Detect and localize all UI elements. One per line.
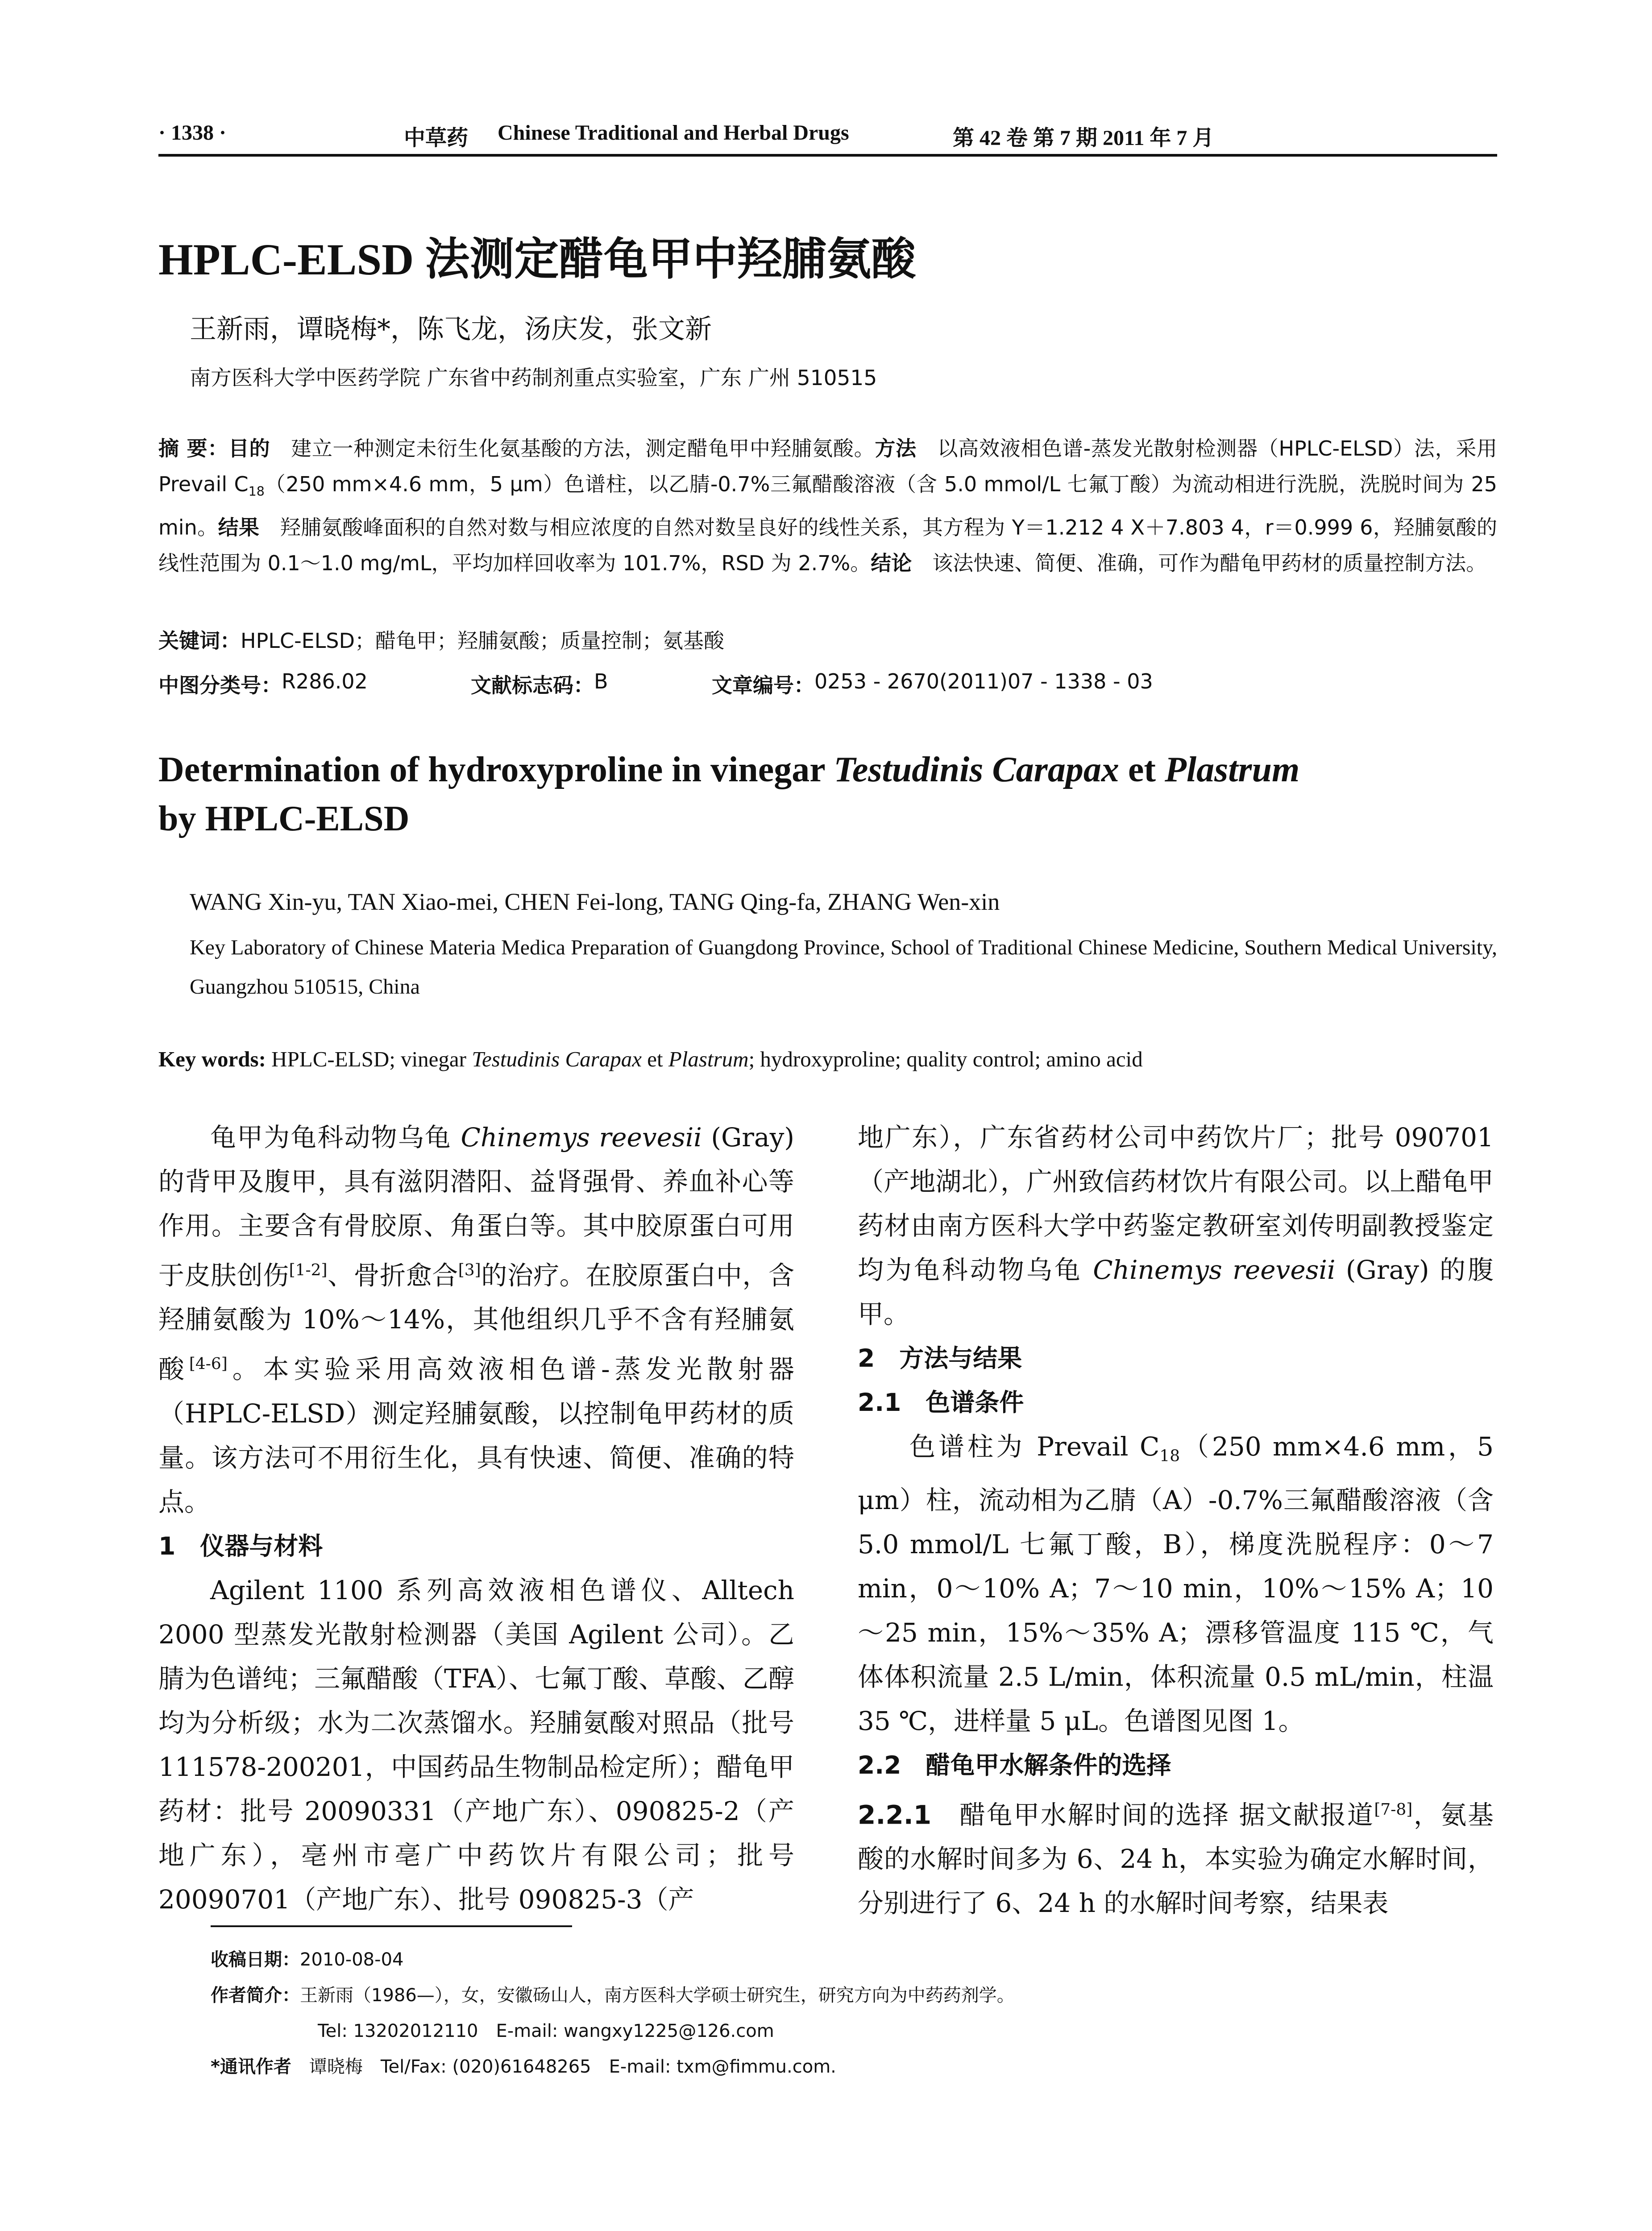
footnote-bio: 作者简介：王新雨（1986—），女，安徽砀山人，南方医科大学硕士研究生，研究方向为中药药剂学。 [211,1985,1015,2006]
keywords-cn [158,625,1497,654]
keywords-en: Key words: HPLC-ELSD; vinegar Testudinis Carapax et Plastrum; hydroxyproline; quality control; amino acid [158,1047,1143,1071]
clc-label: 中图分类号： [158,673,282,697]
section-heading-2-1: 2.1 色谱条件 [858,1388,1024,1417]
chromatography-paragraph: 色谱柱为 Prevail $C_{18}(250$ mm×4.6 mm，5 μm）柱，流动相为乙腈（A）-0.7%三氟醋酸溶液（含 5.0 mmol/L 七氟丁酸，B），梯度洗脱程序：0～7 min，0～10% A；7～10 min，10%～15% A；10～25 min，15%～35% A；漂移管温度 115 ℃，气体体积流量 2.5 L/min，体积流量 0.5 mL/min，柱温 35 ℃，进样量 5 μL。色谱图见图 1。 [858,1431,1494,1736]
article-number-value: 0253 - 2670(2011)07 - 1338 - 03 [814,669,1153,693]
page-number: · 1338 · [158,121,227,145]
issue-info: 第 42 卷 第 7 期 2011 年 7 月 [953,126,1214,150]
article-title-en: Determination of hydroxyproline in vinegar Testudinis Carapax et Plastrum by HPLC-ELSD [158,750,1300,838]
footnote-received: 收稿日期：2010-08-04 [211,1949,404,1970]
body-right-column [858,1116,1494,1925]
method-text-cont: （250 mm×4.6 mm，5 μm）色谱柱，以乙腈-0.7%三氟醋酸溶液（含 5.0 mmol/L 七氟丁酸）为流动相进行洗脱，洗脱时间为 25 min。 [158,472,1497,540]
hydrolysis-paragraph: 2.2.1 醋龟甲水解时间的选择 据文献报道[7-8]，氨基酸的水解时间多为 6、24 h，本实验为确定水解时间，分别进行了 6、24 h 的水解时间考察，结果表 [858,1799,1494,1918]
footnote-bio-contact: Tel: 13202012110 E-mail: wangxy1225@126.com [318,2021,774,2041]
result-label: 结果 [218,515,260,540]
result-text: 羟脯氨酸峰面积的自然对数与相应浓度的自然对数呈良好的线性关系，其方程为 Y＝1.212 4 X＋7.803 4，r＝0.999 6，羟脯氨酸的线性范围为 0.1～1.0 mg/mL，平均加样回收率为 101.7%，RSD 为 2.7%。 [158,515,1498,576]
classification-line [158,669,1497,696]
authors-cn: 王新雨，谭晓梅*，陈飞龙，汤庆发，张文新 [190,314,712,345]
body-left-column [158,1116,794,1922]
method-label: 方法 [875,436,917,460]
keywords-cn-label: 关键词： [158,629,241,653]
keywords-cn-text: HPLC-ELSD；醋龟甲；羟脯氨酸；质量控制；氨基酸 [241,629,724,653]
article-number-label: 文章编号： [712,673,814,697]
abstract-cn [158,431,1497,581]
abstract-label: 摘 要： [158,436,228,460]
clc-value: R286.02 [282,669,368,693]
purpose-label: 目的 [228,436,270,460]
conclusion-text: 该法快速、简便、准确，可作为醋龟甲药材的质量控制方法。 [932,551,1487,576]
section-heading-1: 1 仪器与材料 [158,1531,323,1560]
method-text: 以高效液相色谱-蒸发光散射检测器（HPLC-ELSD）法，采用 Prevail C [158,436,1498,496]
section-heading-2-2: 2.2 醋龟甲水解条件的选择 [858,1750,1171,1779]
running-header [158,120,1497,156]
affiliation-en: Key Laboratory of Chinese Materia Medica Preparation of Guangdong Province, School of Traditional Chinese Medicine, Southern Medical University, Guangzhou 510515, China [190,936,1497,999]
article-title-cn: HPLC-ELSD 法测定醋龟甲中羟脯氨酸 [158,235,916,284]
header-rule [158,154,1497,157]
doc-code-value: B [594,669,608,693]
journal-name-cn: 中草药 [404,125,469,150]
doc-code-label: 文献标志码： [471,673,594,697]
materials-paragraph: Agilent 1100 系列高效液相色谱仪、Alltech 2000 型蒸发光散射检测器（美国 Agilent 公司）。乙腈为色谱纯；三氟醋酸（TFA）、七氟丁酸、草酸、乙醇均为分析级；水为二次蒸馏水。羟脯氨酸对照品（批号 111578-200201，中国药品生物制品检定所）；醋龟甲药材：批号 20090331（产地广东）、090825-2（产地广东），亳州市亳广中药饮片有限公司；批号 20090701（产地广东）、批号 090825-3（产 [158,1575,794,1915]
authors-en: WANG Xin-yu, TAN Xiao-mei, CHEN Fei-long, TANG Qing-fa, ZHANG Wen-xin [190,888,1000,915]
journal-name-en: Chinese Traditional and Herbal Drugs [498,121,849,145]
purpose-text: 建立一种测定未衍生化氨基酸的方法，测定醋龟甲中羟脯氨酸。 [291,436,875,460]
method-subscript: 18 [248,484,265,499]
keywords-en-label: Key words: [158,1047,266,1071]
affiliation-cn: 南方医科大学中医药学院 广东省中药制剂重点实验室，广东 广州 510515 [190,366,877,390]
footnote-rule [211,1925,572,1927]
materials-paragraph-cont: 地广东），广东省药材公司中药饮片厂；批号 090701（产地湖北），广州致信药材饮片有限公司。以上醋龟甲药材由南方医科大学中药鉴定教研室刘传明副教授鉴定均为龟科动物乌龟 Chinemys reevesii (Gray) 的腹甲。 [858,1122,1494,1329]
footnote-corresponding: *通讯作者 谭晓梅 Tel/Fax: (020)61648265 E-mail: txm@fimmu.com. [211,2057,836,2077]
section-heading-2: 2 方法与结果 [858,1344,1022,1373]
intro-paragraph: 龟甲为龟科动物乌龟 Chinemys reevesii (Gray) 的背甲及腹甲，具有滋阴潜阳、益肾强骨、养血补心等作用。主要含有骨胶原、角蛋白等。其中胶原蛋白可用于皮肤创伤[1-2]、骨折愈合[3]的治疗。在胶原蛋白中，含羟脯氨酸为 10%～14%，其他组织几乎不含有羟脯氨酸[4-6]。本实验采用高效液相色谱-蒸发光散射器（HPLC-ELSD）测定羟脯氨酸，以控制龟甲药材的质量。该方法可不用衍生化，具有快速、简便、准确的特点。 [158,1122,794,1517]
conclusion-label: 结论 [871,551,912,576]
